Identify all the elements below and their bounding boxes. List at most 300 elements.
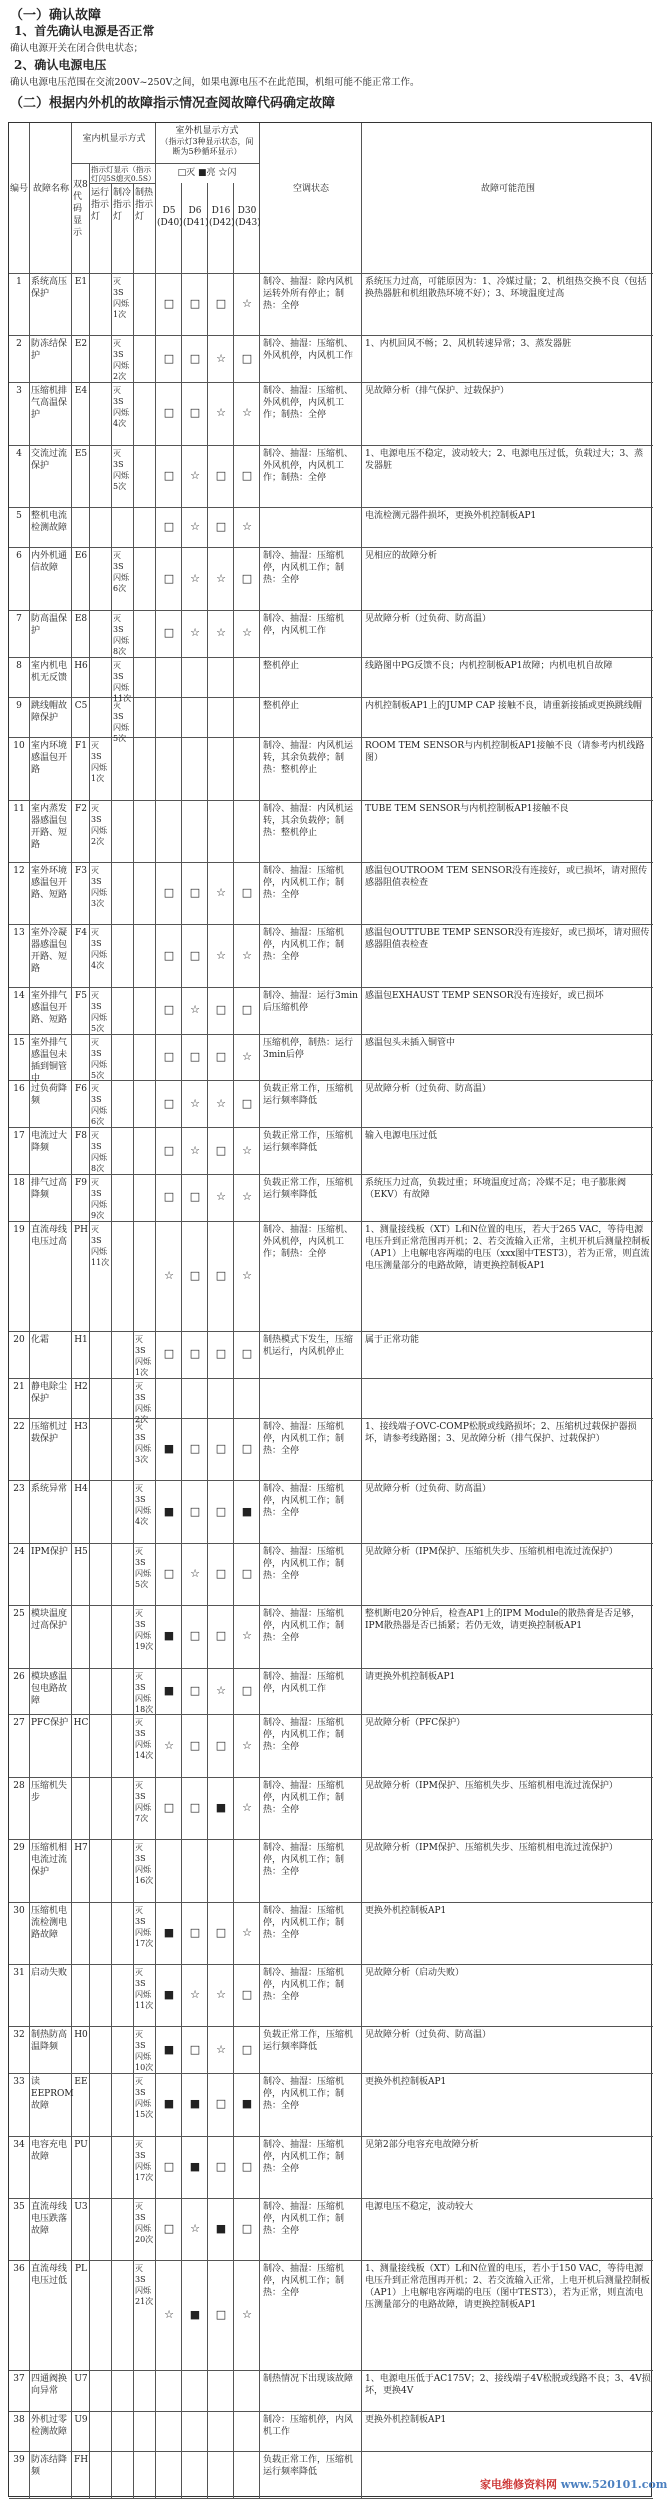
- row-number: 35: [13, 2201, 25, 2212]
- row-code: E4: [74, 386, 88, 397]
- row-ac-state: 压缩机停，制热：运行3min后停: [263, 1037, 354, 1060]
- row-ac-state: 制冷、抽湿：压缩机停，内风机工作；制热：全停: [263, 2264, 345, 2299]
- row-heat-lamp: 灭 3S 闪烁14次: [135, 1718, 154, 1761]
- row-code: [73, 510, 89, 546]
- row-fault-range: 感温包EXHAUST TEMP SENSOR没有连接好，或已损坏: [365, 990, 604, 1001]
- row-ac-state: 制冷、抽湿：内风机运转，其余负载停；制热：整机停止: [263, 803, 354, 838]
- row-fault-range: 见故障分析（过负荷、防高温）: [365, 2030, 492, 2041]
- row-cool-lamp: [113, 1842, 133, 1900]
- row-number: 4: [16, 448, 22, 459]
- row-run-lamp: 灭 3S 闪烁9次: [91, 1178, 107, 1220]
- header-code-display: 双8代码显示: [73, 180, 88, 238]
- row-indicator-d2: □: [189, 1684, 201, 1698]
- row-code: [73, 1905, 89, 1963]
- row-indicator-d4: ☆: [242, 297, 252, 311]
- row-heat-lamp: 灭 3S 闪烁1次: [135, 1334, 151, 1377]
- row-heat-lamp: 灭 3S 闪烁10次: [135, 2030, 154, 2073]
- row-ac-state: 制冷、抽湿：压缩机停，内风机工作；制热：全停: [263, 2201, 345, 2236]
- row-run-lamp: 灭 3S 闪烁1次: [91, 741, 107, 784]
- row-heat-lamp: 灭 3S 闪烁3次: [135, 1422, 151, 1465]
- header-heat-lamp: 制热指示灯: [135, 188, 154, 222]
- row-cool-lamp: [113, 2076, 133, 2134]
- row-fault-name: 压缩机过载保护: [31, 1422, 68, 1445]
- row-number: 7: [16, 613, 22, 624]
- row-number: 31: [13, 1968, 25, 1978]
- row-heat-lamp: 灭 3S 闪烁16次: [135, 1843, 154, 1886]
- row-run-lamp: [91, 1842, 111, 1900]
- row-indicator-d3: ■: [215, 2222, 227, 2236]
- row-cool-lamp: [113, 1717, 133, 1775]
- row-indicator-d2: □: [189, 1268, 201, 1282]
- row-fault-name: 室内环境感温包开路: [31, 741, 68, 776]
- row-indicator-d3: ☆: [216, 2042, 226, 2056]
- row-indicator-d3: □: [215, 2308, 227, 2322]
- row-code: F5: [75, 990, 87, 1001]
- row-fault-range: 电源电压不稳定，波动较大: [365, 2201, 474, 2212]
- row-fault-range: 见故障分析（排气保护、过载保护）: [365, 386, 510, 397]
- row-ac-state: 负载正常工作，压缩机运行频率降低: [263, 1131, 354, 1154]
- row-indicator-d3: □: [215, 1143, 227, 1157]
- row-indicator-d2: □: [189, 1801, 201, 1815]
- row-indicator-d4: □: [241, 351, 253, 365]
- row-code: PU: [74, 2139, 88, 2150]
- row-ac-state: 制冷、抽湿：压缩机停，内风机工作；制热：全停: [263, 551, 345, 586]
- row-heat-lamp: [135, 660, 155, 696]
- row-number: 2: [16, 339, 22, 350]
- row-fault-range: 电流检测元器件损坏，更换外机控制板AP1: [365, 510, 537, 521]
- section1-title: （一）确认故障: [10, 8, 102, 23]
- row-code: [73, 1780, 89, 1838]
- row-heat-lamp: [135, 740, 155, 798]
- row-heat-lamp: [135, 1130, 155, 1173]
- row-ac-state: 制冷、抽湿：压缩机停，内风机工作；制热：全停: [263, 1718, 345, 1753]
- row-indicator-d3: □: [215, 520, 227, 534]
- header-legend: □灭 ■亮 ☆闪: [177, 168, 237, 178]
- section1-step1: 1、首先确认电源是否正常: [14, 24, 155, 38]
- row-number: 24: [13, 1546, 25, 1557]
- row-number: 39: [13, 2455, 25, 2466]
- row-cool-lamp: [113, 1334, 133, 1377]
- row-fault-range: 感温包OUTROOM TEM SENSOR没有连接好，或已损坏，请对照传感器阻值表检查: [365, 866, 648, 889]
- row-run-lamp: [91, 2029, 111, 2072]
- row-code: H7: [74, 1843, 88, 1854]
- row-fault-range: 系统压力过高，可能原因为：1、冷媒过量；2、机组热交换不良（包括换热器脏和机组散热环境不好）；3、环境温度过高: [365, 277, 647, 299]
- row-indicator-d2: □: [189, 1629, 201, 1643]
- row-ac-state: [263, 510, 359, 546]
- header-lamp-display: 指示灯显示（指示灯闪5S熄灭0.5S）: [91, 165, 156, 183]
- row-indicator-d1: □: [163, 1190, 175, 1204]
- row-fault-range: 见故障分析（IPM保护、压缩机失步、压缩机相电流过流保护）: [365, 1843, 618, 1854]
- row-code: H1: [74, 1334, 88, 1345]
- row-ac-state: 制冷、抽湿：运行3min后压缩机停: [263, 990, 358, 1013]
- row-fault-range: 见故障分析（IPM保护、压缩机失步、压缩机相电流过流保护）: [365, 1546, 618, 1557]
- row-fault-name: 室外冷凝器感温包开路、短路: [31, 928, 68, 975]
- row-indicator-d4: ☆: [242, 2308, 252, 2322]
- row-run-lamp: [91, 1421, 111, 1479]
- row-run-lamp: [91, 2076, 111, 2134]
- row-cool-lamp: 灭 3S 闪烁6次: [113, 551, 129, 594]
- row-indicator-d3: ☆: [216, 948, 226, 962]
- row-indicator-d4: ☆: [242, 1629, 252, 1643]
- row-indicator-d2: ☆: [190, 1567, 200, 1581]
- row-indicator-d1: ■: [163, 1442, 175, 1456]
- row-fault-name: 四通阀换向异常: [31, 2374, 68, 2397]
- row-ac-state: [263, 1381, 359, 1417]
- row-fault-range: 整机断电20分钟后，检查AP1上的IPM Module的散热膏是否足够，IPM散热器是否已插紧；若仍无效，请更换控制板AP1: [365, 1609, 640, 1632]
- row-indicator-d2: ■: [189, 2308, 201, 2322]
- row-code: F2: [75, 803, 87, 814]
- row-indicator-d1: □: [163, 626, 175, 640]
- row-heat-lamp: [135, 1177, 155, 1220]
- row-cool-lamp: [113, 2454, 133, 2497]
- row-number: 19: [13, 1224, 25, 1235]
- row-ac-state: 制热情况下出现该故障: [263, 2374, 354, 2385]
- row-indicator-d4: □: [241, 1003, 253, 1017]
- row-cool-lamp: [113, 2263, 133, 2369]
- row-indicator-d2: □: [189, 2042, 201, 2056]
- row-fault-range: 系统压力过高，负载过重；环境温度过高；冷媒不足；电子膨胀阀（EKV）有故障: [365, 1178, 627, 1200]
- row-heat-lamp: [135, 550, 155, 608]
- row-indicator-d4: □: [241, 571, 253, 585]
- row-number: 16: [13, 1084, 25, 1095]
- row-cool-lamp: [113, 927, 133, 985]
- row-run-lamp: [91, 2139, 111, 2197]
- row-heat-lamp: 灭 3S 闪烁5次: [135, 1546, 151, 1589]
- row-ac-state: 制冷、抽湿：压缩机停，内风机工作；制热：全停: [263, 2139, 345, 2174]
- row-number: 27: [13, 1718, 25, 1729]
- row-code: EE: [74, 2077, 88, 2088]
- row-heat-lamp: [135, 338, 155, 381]
- row-ac-state: 制冷、抽湿：压缩机停，内风机工作；制热：全停: [263, 1843, 345, 1878]
- row-indicator-d3: ☆: [216, 1988, 226, 2002]
- row-code: [73, 1671, 89, 1714]
- row-run-lamp: 灭 3S 闪烁11次: [91, 1224, 110, 1267]
- row-number: 3: [16, 386, 22, 397]
- row-indicator-d3: ☆: [216, 626, 226, 640]
- row-fault-range: 线路图中PG反馈不良；内机控制板AP1故障；内机电机自故障: [365, 660, 613, 671]
- row-ac-state: 负载正常工作，压缩机运行频率降低: [263, 2030, 354, 2053]
- row-code: E8: [74, 613, 88, 624]
- row-fault-range: ROOM TEM SENSOR与内机控制板AP1接触不良（请参考内机线路图）: [365, 741, 645, 764]
- row-indicator-d4: □: [241, 1988, 253, 2002]
- row-fault-name: 电流过大降频: [31, 1131, 68, 1154]
- row-cool-lamp: 灭 3S 闪烁11次: [113, 660, 132, 703]
- row-indicator-d4: ☆: [242, 1268, 252, 1282]
- row-cool-lamp: [113, 510, 133, 546]
- row-fault-name: 制热防高温降频: [31, 2030, 68, 2053]
- row-code: C5: [74, 700, 88, 711]
- row-cool-lamp: [113, 1381, 133, 1417]
- row-indicator-d2: ☆: [190, 1003, 200, 1017]
- row-cool-lamp: [113, 865, 133, 923]
- row-indicator-d2: ☆: [190, 1096, 200, 1110]
- header-fault-range: 故障可能范围: [480, 184, 535, 194]
- row-indicator-d1: ■: [163, 1988, 175, 2002]
- row-run-lamp: 灭 3S 闪烁5次: [91, 1037, 107, 1080]
- row-cool-lamp: [113, 1421, 133, 1479]
- row-indicator-d1: ■: [163, 1629, 175, 1643]
- row-fault-name: 压缩机排气高温保护: [31, 386, 68, 421]
- row-indicator-d1: □: [163, 468, 175, 482]
- row-indicator-d3: □: [215, 1629, 227, 1643]
- row-indicator-d1: □: [163, 520, 175, 534]
- section1-step2: 2、确认电源电压: [14, 58, 107, 72]
- row-cool-lamp: 灭 3S 闪烁4次: [113, 386, 129, 429]
- row-heat-lamp: [135, 2373, 155, 2409]
- row-fault-range: 见故障分析（IPM保护、压缩机失步、压缩机相电流过流保护）: [365, 1780, 618, 1791]
- row-indicator-d3: ☆: [216, 886, 226, 900]
- row-indicator-d2: □: [189, 297, 201, 311]
- row-code: F8: [75, 1131, 87, 1142]
- row-heat-lamp: [135, 1083, 155, 1126]
- header-indoor-display: 室内机显示方式: [82, 134, 146, 144]
- row-fault-name: 直流母线电压过高: [31, 1224, 68, 1247]
- row-code: E5: [74, 448, 88, 459]
- row-code: U3: [74, 2201, 88, 2212]
- row-cool-lamp: [113, 2201, 133, 2259]
- row-indicator-d1: □: [163, 571, 175, 585]
- row-heat-lamp: [135, 2414, 155, 2450]
- row-fault-name: 防冻结保护: [31, 339, 68, 362]
- row-indicator-d3: □: [215, 1050, 227, 1064]
- row-indicator-d4: ■: [241, 2097, 253, 2111]
- row-indicator-d3: □: [215, 2159, 227, 2173]
- row-code: PL: [74, 2264, 88, 2275]
- row-heat-lamp: [135, 1224, 155, 1330]
- row-run-lamp: 灭 3S 闪烁8次: [91, 1131, 107, 1174]
- row-ac-state: 整机停止: [263, 700, 300, 711]
- row-indicator-d2: ☆: [190, 2222, 200, 2236]
- row-code: E1: [74, 277, 88, 287]
- row-run-lamp: [91, 276, 111, 334]
- row-number: 33: [13, 2077, 25, 2088]
- row-fault-name: 压缩机失步: [31, 1780, 68, 1803]
- row-fault-name: 跳线帽故障保护: [31, 700, 68, 723]
- row-run-lamp: [91, 1780, 111, 1838]
- row-indicator-d1: ☆: [164, 1268, 174, 1282]
- row-indicator-d2: □: [189, 1504, 201, 1518]
- row-cool-lamp: [113, 2139, 133, 2197]
- row-number: 6: [16, 551, 22, 562]
- row-ac-state: 负载正常工作，压缩机运行频率降低: [263, 2455, 354, 2478]
- row-fault-range: [365, 1381, 651, 1417]
- row-indicator-d3: ☆: [216, 1190, 226, 1204]
- row-indicator-d4: □: [241, 886, 253, 900]
- row-code: F6: [75, 1084, 87, 1095]
- row-number: 23: [13, 1484, 25, 1495]
- row-number: 15: [13, 1037, 25, 1048]
- row-number: 13: [13, 928, 25, 939]
- row-run-lamp: [91, 2373, 111, 2409]
- row-heat-lamp: [135, 276, 155, 334]
- row-fault-name: IPM保护: [31, 1546, 68, 1557]
- row-indicator-d1: □: [163, 2222, 175, 2236]
- row-fault-name: 室内蒸发器感温包开路、短路: [31, 803, 68, 850]
- row-indicator-d2: ■: [189, 2159, 201, 2173]
- row-code: F9: [75, 1178, 87, 1188]
- row-indicator-d1: ☆: [164, 1738, 174, 1752]
- row-indicator-d4: □: [241, 1442, 253, 1456]
- row-number: 8: [16, 660, 22, 671]
- row-indicator-d4: ☆: [242, 626, 252, 640]
- row-fault-name: 直流母线电压过低: [31, 2264, 68, 2287]
- row-run-lamp: [91, 1967, 111, 2025]
- row-cool-lamp: [113, 2414, 133, 2450]
- row-indicator-d4: ☆: [242, 1050, 252, 1064]
- row-number: 17: [13, 1131, 25, 1142]
- row-heat-lamp: 灭 3S 闪烁19次: [135, 1609, 154, 1652]
- row-number: 1: [16, 277, 22, 287]
- row-indicator-d1: □: [163, 351, 175, 365]
- row-cool-lamp: [113, 1671, 133, 1714]
- row-indicator-d2: ☆: [190, 571, 200, 585]
- row-indicator-d3: □: [215, 1268, 227, 1282]
- row-indicator-d2: □: [189, 1925, 201, 1939]
- row-fault-range: 1、电源电压低于AC175V；2、接线端子4V松脱或线路不良；3、4V损坏，更换4V: [365, 2374, 651, 2397]
- row-run-lamp: 灭 3S 闪烁6次: [91, 1084, 107, 1127]
- row-run-lamp: [91, 2263, 111, 2369]
- row-fault-name: 室外排气感温包未插到铜管中: [31, 1037, 68, 1084]
- row-number: 22: [13, 1422, 25, 1433]
- row-fault-range: TUBE TEM SENSOR与内机控制板AP1接触不良: [365, 803, 569, 814]
- row-fault-name: 化霜: [31, 1334, 50, 1345]
- row-cool-lamp: [113, 1130, 133, 1173]
- header-ac-state: 空调状态: [292, 184, 329, 194]
- row-indicator-d2: □: [189, 886, 201, 900]
- row-indicator-d3: ☆: [216, 1684, 226, 1698]
- row-fault-name: 室外排气感温包开路、短路: [31, 990, 68, 1025]
- row-fault-name: 室外环境感温包开路、短路: [31, 866, 68, 901]
- row-number: 18: [13, 1178, 25, 1188]
- row-code: [73, 1967, 89, 2025]
- row-fault-name: 启动失败: [31, 1968, 68, 1978]
- row-ac-state: 制冷、抽湿：压缩机停，内风机工作；制热：全停: [263, 1968, 345, 2002]
- row-run-lamp: [91, 613, 111, 656]
- row-indicator-d3: □: [215, 1925, 227, 1939]
- row-number: 38: [13, 2414, 25, 2425]
- row-indicator-d1: ■: [163, 2042, 175, 2056]
- row-indicator-d1: □: [163, 1567, 175, 1581]
- row-ac-state: 制冷、抽湿：压缩机停，内风机工作；制热：全停: [263, 1484, 345, 1519]
- row-indicator-d2: ☆: [190, 1143, 200, 1157]
- row-cool-lamp: [113, 1967, 133, 2025]
- row-indicator-d2: □: [189, 948, 201, 962]
- row-fault-range: 更换外机控制板AP1: [365, 1905, 447, 1916]
- row-heat-lamp: 灭 3S 闪烁15次: [135, 2077, 154, 2120]
- row-fault-range: 更换外机控制板AP1: [365, 2077, 447, 2088]
- row-fault-range: 1、测量接线板（XT）L和N位置的电压，若小于150 VAC，等待电源电压升到正常范围再开机；2、若交流输入正常，上电开机后测量控制板（AP1）上电解电容两端的电压（图中TEST3），若为正常，则直流电压测量部分的电路故障，请更换控制板AP1: [365, 2264, 650, 2311]
- row-fault-name: 直流母线电压跌落故障: [31, 2201, 68, 2236]
- row-indicator-d3: ☆: [216, 571, 226, 585]
- row-heat-lamp: 灭 3S 闪烁2次: [135, 1381, 151, 1424]
- row-heat-lamp: [135, 700, 155, 736]
- row-code: U7: [74, 2374, 88, 2385]
- row-ac-state: 负载正常工作，压缩机运行频率降低: [263, 1084, 354, 1107]
- row-indicator-d4: □: [241, 1684, 253, 1698]
- row-indicator-d1: □: [163, 886, 175, 900]
- section1-step2-body: 确认电源电压范围在交流200V~250V之间，如果电源电压不在此范围，机组可能不能正常工作。: [10, 77, 420, 88]
- row-ac-state: 制冷、抽湿：除内风机运转外所有停止；制热：全停: [263, 277, 354, 311]
- row-heat-lamp: 灭 3S 闪烁17次: [135, 2139, 154, 2182]
- row-indicator-d2: □: [189, 1738, 201, 1752]
- row-number: 30: [13, 1905, 25, 1916]
- row-number: 9: [16, 700, 22, 711]
- row-indicator-d2: ☆: [190, 1988, 200, 2002]
- row-cool-lamp: 灭 3S 闪烁1次: [113, 277, 129, 319]
- row-heat-lamp: 灭 3S 闪烁11次: [135, 1968, 154, 2010]
- row-indicator-d4: □: [241, 1096, 253, 1110]
- row-code: H0: [74, 2030, 88, 2041]
- row-indicator-d2: □: [189, 1442, 201, 1456]
- row-number: 32: [13, 2030, 25, 2041]
- row-indicator-d1: ■: [163, 2097, 175, 2111]
- watermark-left: 家电维修资料网: [480, 2478, 557, 2491]
- row-fault-range: 更换外机控制板AP1: [365, 2414, 447, 2425]
- row-heat-lamp: [135, 990, 155, 1033]
- row-fault-range: 见故障分析（过负荷、防高温）: [365, 613, 492, 624]
- row-number: 20: [13, 1334, 25, 1345]
- row-cool-lamp: 灭 3S 闪烁8次: [113, 613, 129, 656]
- row-fault-range: 1、接线端子OVC-COMP松脱或线路损坏；2、压缩机过载保护器损坏，请参考线路图；3、见故障分析（排气保护、过载保护）: [365, 1422, 637, 1445]
- row-run-lamp: 灭 3S 闪烁3次: [91, 866, 107, 909]
- row-run-lamp: [91, 700, 111, 736]
- row-code: F3: [75, 866, 87, 877]
- row-heat-lamp: 灭 3S 闪烁18次: [135, 1671, 154, 1714]
- row-fault-name: 整机电流检测故障: [31, 510, 68, 533]
- row-ac-state: 制冷、抽湿：压缩机停，内风机工作；制热：全停: [263, 866, 345, 901]
- row-indicator-d1: ☆: [164, 2308, 174, 2322]
- header-d5: D5 (D40): [157, 206, 183, 228]
- watermark-right: www.520101.com: [560, 2478, 667, 2491]
- row-indicator-d2: □: [189, 1347, 201, 1361]
- row-code: [73, 1608, 89, 1666]
- row-ac-state: 制热模式下发生，压缩机运行，内风机停止: [263, 1334, 354, 1357]
- row-indicator-d1: □: [163, 948, 175, 962]
- row-ac-state: 制冷、抽湿：压缩机停，内风机工作；制热：全停: [263, 1609, 345, 1644]
- row-ac-state: 制冷：压缩机停，内风机工作: [263, 2414, 354, 2437]
- row-run-lamp: [91, 510, 111, 546]
- row-number: 34: [13, 2139, 25, 2150]
- row-number: 14: [13, 990, 25, 1001]
- row-fault-range: 见故障分析（过负荷、防高温）: [365, 1084, 492, 1095]
- row-indicator-d1: □: [163, 1347, 175, 1361]
- row-code: H3: [74, 1422, 88, 1433]
- header-d30: D30 (D43): [235, 206, 261, 228]
- row-indicator-d2: ☆: [190, 626, 200, 640]
- row-heat-lamp: [135, 448, 155, 506]
- row-ac-state: 制冷、抽湿：压缩机停，内风机工作；制热：全停: [263, 1422, 345, 1457]
- row-fault-range: 见相应的故障分析: [365, 551, 438, 562]
- row-code: H2: [74, 1381, 88, 1392]
- row-indicator-d4: ☆: [242, 1925, 252, 1939]
- header-run-lamp: 运行指示灯: [91, 188, 110, 222]
- row-fault-name: 静电除尘保护: [31, 1381, 68, 1404]
- row-run-lamp: [91, 1608, 111, 1666]
- row-number: 29: [13, 1843, 25, 1854]
- row-code: H5: [74, 1546, 88, 1557]
- row-ac-state: 制冷、抽湿：压缩机停，内风机工作: [263, 613, 345, 636]
- row-fault-name: 室内机电机无反馈: [31, 660, 68, 683]
- row-fault-range: 感温包头未插入铜管中: [365, 1037, 456, 1048]
- row-code: HC: [73, 1718, 89, 1729]
- section1-step1-body: 确认电源开关在闭合供电状态；: [10, 43, 144, 54]
- row-indicator-d2: ☆: [190, 520, 200, 534]
- row-run-lamp: [91, 1483, 111, 1541]
- row-fault-name: 外机过零检测故障: [31, 2414, 68, 2437]
- row-fault-range: 见故障分析（启动失败）: [365, 1968, 465, 1978]
- row-fault-range: 见故障分析（PFC保护）: [365, 1718, 466, 1729]
- row-indicator-d4: □: [241, 2222, 253, 2236]
